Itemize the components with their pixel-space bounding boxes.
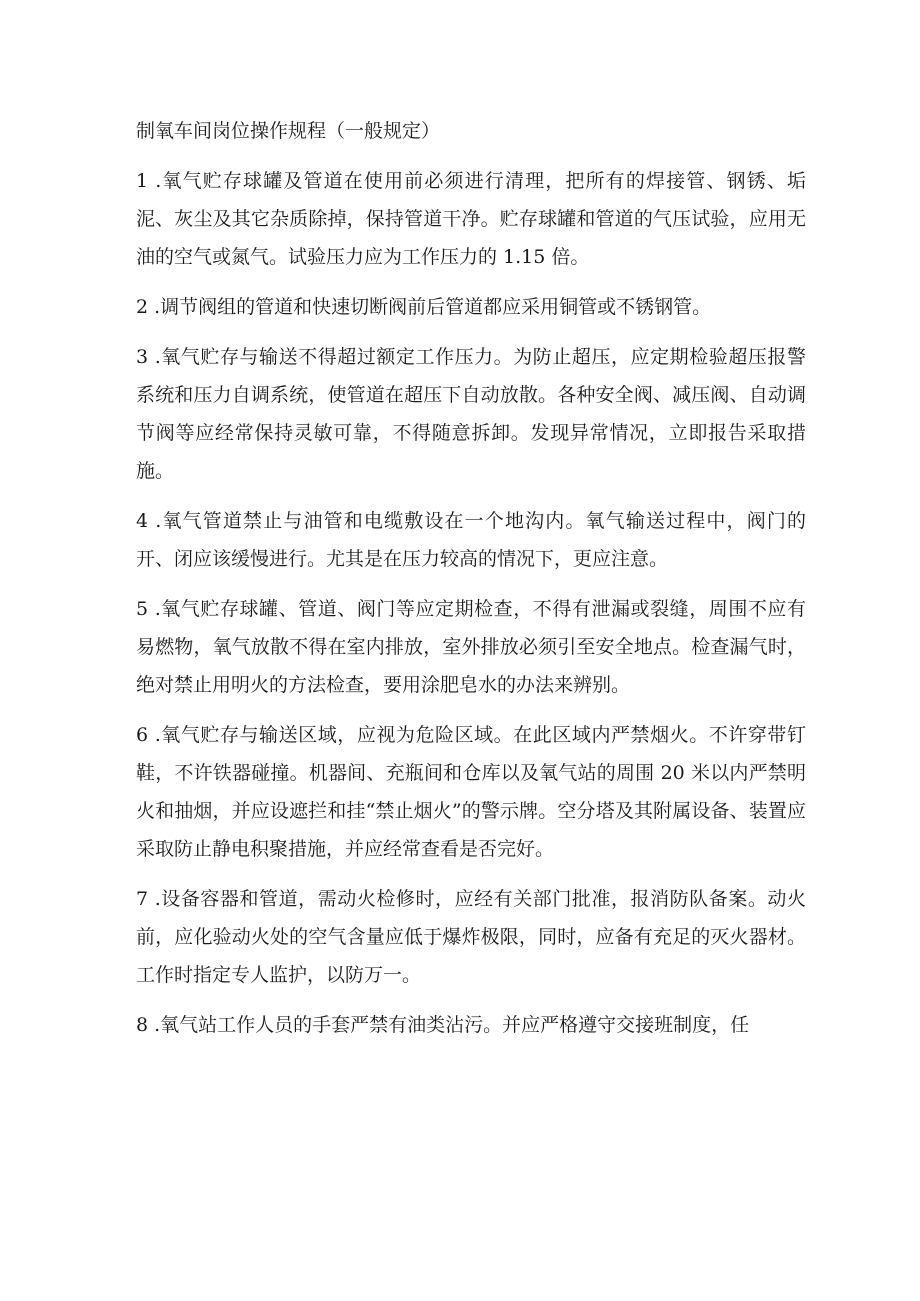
document-body xyxy=(136,112,806,1056)
rule-item-3 xyxy=(136,338,806,490)
rule-text: .调节阀组的管道和快速切断阀前后管道都应采用铜管或不锈钢管。 xyxy=(154,296,712,318)
rule-number: 1 xyxy=(136,170,149,192)
rule-text: .氧气贮存球罐及管道在使用前必须进行清理，把所有的焊接管、钢锈、垢泥、灰尘及其它杂质除掉，保持管道干净。贮存球罐和管道的气压试验，应用无油的空气或氮气。试验压力应为工作压力的 1.15 倍。 xyxy=(136,170,806,268)
rule-item-2 xyxy=(136,288,806,326)
rule-item-8 xyxy=(136,1006,806,1044)
rule-text: .氧气贮存与输送不得超过额定工作压力。为防止超压，应定期检验超压报警系统和压力自调系统，使管道在超压下自动放散。各种安全阀、减压阀、自动调节阀等应经常保持灵敏可靠，不得随意拆卸。发现异常情况，立即报告采取措施。 xyxy=(136,346,806,482)
rule-number: 5 xyxy=(136,598,149,620)
rule-number: 4 xyxy=(136,510,149,532)
rule-number: 3 xyxy=(136,346,149,368)
rule-item-5 xyxy=(136,590,806,704)
rule-text: .设备容器和管道，需动火检修时，应经有关部门批准，报消防队备案。动火前，应化验动火处的空气含量应低于爆炸极限，同时，应备有充足的灭火器材。工作时指定专人监护，以防万一。 xyxy=(136,888,806,986)
rule-number: 7 xyxy=(136,888,149,910)
document-title: 制氧车间岗位操作规程（一般规定） xyxy=(136,120,441,142)
rule-number: 6 xyxy=(136,724,149,746)
rule-number: 2 xyxy=(136,296,149,318)
rule-text: .氧气贮存与输送区域，应视为危险区域。在此区域内严禁烟火。不许穿带钉鞋，不许铁器碰撞。机器间、充瓶间和仓库以及氧气站的周围 20 米以内严禁明火和抽烟，并应设遮拦和挂“禁止烟火”的警示牌。空分塔及其附属设备、装置应采取防止静电积聚措施，并应经常查看是否完好。 xyxy=(136,724,806,860)
rule-item-4 xyxy=(136,502,806,578)
rule-text: .氧气贮存球罐、管道、阀门等应定期检查，不得有泄漏或裂缝，周围不应有易燃物，氧气放散不得在室内排放，室外排放必须引至安全地点。检查漏气时，绝对禁止用明火的方法检查，要用涂肥皂水的办法来辨别。 xyxy=(136,598,806,696)
rule-item-7 xyxy=(136,880,806,994)
rule-item-6 xyxy=(136,716,806,868)
rule-text: .氧气管道禁止与油管和电缆敷设在一个地沟内。氧气输送过程中，阀门的开、闭应该缓慢进行。尤其是在压力较高的情况下，更应注意。 xyxy=(136,510,806,570)
rule-item-1 xyxy=(136,162,806,276)
rule-text: .氧气站工作人员的手套严禁有油类沾污。并应严格遵守交接班制度，任 xyxy=(154,1014,750,1036)
rule-number: 8 xyxy=(136,1014,149,1036)
